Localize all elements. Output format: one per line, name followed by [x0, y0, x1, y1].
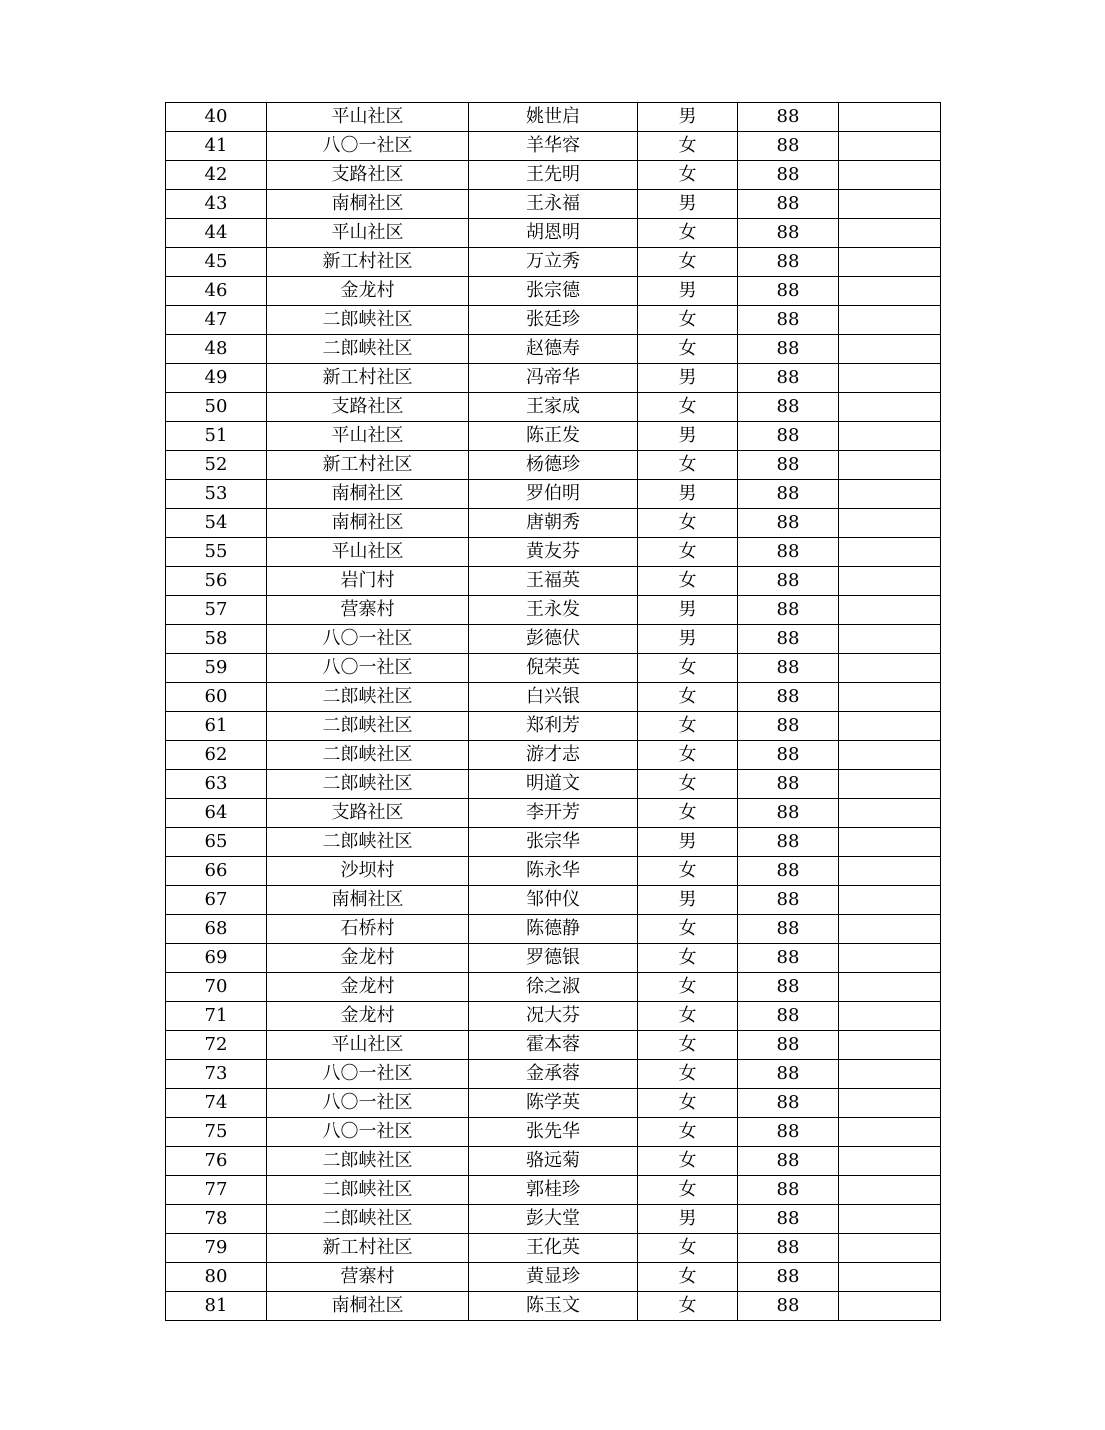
community-cell: 二郎峡社区 — [267, 306, 469, 335]
person-name-cell: 王永发 — [469, 596, 638, 625]
row-number-cell: 54 — [166, 509, 267, 538]
row-number-cell: 44 — [166, 219, 267, 248]
age-cell: 88 — [738, 335, 839, 364]
person-name-cell: 张先华 — [469, 1118, 638, 1147]
age-cell: 88 — [738, 190, 839, 219]
community-cell: 石桥村 — [267, 915, 469, 944]
note-cell — [839, 770, 941, 799]
age-cell: 88 — [738, 1089, 839, 1118]
age-cell: 88 — [738, 886, 839, 915]
note-cell — [839, 422, 941, 451]
person-name-cell: 黄显珍 — [469, 1263, 638, 1292]
table-row — [166, 1263, 941, 1292]
sex-cell: 女 — [638, 1089, 738, 1118]
community-cell: 营寨村 — [267, 1263, 469, 1292]
note-cell — [839, 306, 941, 335]
row-number-cell: 45 — [166, 248, 267, 277]
note-cell — [839, 712, 941, 741]
community-cell: 南桐社区 — [267, 480, 469, 509]
person-name-cell: 唐朝秀 — [469, 509, 638, 538]
row-number-cell: 70 — [166, 973, 267, 1002]
community-cell: 二郎峡社区 — [267, 770, 469, 799]
table-row — [166, 712, 941, 741]
age-cell: 88 — [738, 567, 839, 596]
note-cell — [839, 1292, 941, 1321]
person-name-cell: 徐之淑 — [469, 973, 638, 1002]
community-cell: 二郎峡社区 — [267, 683, 469, 712]
community-cell: 二郎峡社区 — [267, 741, 469, 770]
person-name-cell: 明道文 — [469, 770, 638, 799]
community-cell: 金龙村 — [267, 277, 469, 306]
age-cell: 88 — [738, 306, 839, 335]
table-row — [166, 103, 941, 132]
note-cell — [839, 393, 941, 422]
community-cell: 八〇一社区 — [267, 625, 469, 654]
table-row — [166, 1147, 941, 1176]
age-cell: 88 — [738, 1118, 839, 1147]
row-number-cell: 66 — [166, 857, 267, 886]
sex-cell: 女 — [638, 1060, 738, 1089]
note-cell — [839, 1031, 941, 1060]
sex-cell: 女 — [638, 799, 738, 828]
note-cell — [839, 741, 941, 770]
age-cell: 88 — [738, 1002, 839, 1031]
note-cell — [839, 625, 941, 654]
community-cell: 新工村社区 — [267, 248, 469, 277]
row-number-cell: 74 — [166, 1089, 267, 1118]
row-number-cell: 47 — [166, 306, 267, 335]
age-cell: 88 — [738, 915, 839, 944]
age-cell: 88 — [738, 509, 839, 538]
sex-cell: 女 — [638, 335, 738, 364]
person-name-cell: 陈玉文 — [469, 1292, 638, 1321]
age-cell: 88 — [738, 277, 839, 306]
age-cell: 88 — [738, 538, 839, 567]
note-cell — [839, 451, 941, 480]
person-name-cell: 王化英 — [469, 1234, 638, 1263]
table-row — [166, 1031, 941, 1060]
row-number-cell: 55 — [166, 538, 267, 567]
sex-cell: 男 — [638, 190, 738, 219]
sex-cell: 女 — [638, 654, 738, 683]
person-name-cell: 张宗华 — [469, 828, 638, 857]
note-cell — [839, 596, 941, 625]
sex-cell: 女 — [638, 915, 738, 944]
table-row — [166, 538, 941, 567]
table-row — [166, 596, 941, 625]
community-cell: 营寨村 — [267, 596, 469, 625]
community-cell: 平山社区 — [267, 1031, 469, 1060]
sex-cell: 女 — [638, 161, 738, 190]
table-row — [166, 1205, 941, 1234]
note-cell — [839, 886, 941, 915]
person-name-cell: 陈正发 — [469, 422, 638, 451]
sex-cell: 女 — [638, 1118, 738, 1147]
person-name-cell: 罗德银 — [469, 944, 638, 973]
row-number-cell: 67 — [166, 886, 267, 915]
row-number-cell: 43 — [166, 190, 267, 219]
community-cell: 支路社区 — [267, 393, 469, 422]
person-name-cell: 王家成 — [469, 393, 638, 422]
sex-cell: 女 — [638, 857, 738, 886]
community-cell: 二郎峡社区 — [267, 1147, 469, 1176]
note-cell — [839, 509, 941, 538]
row-number-cell: 49 — [166, 364, 267, 393]
sex-cell: 女 — [638, 741, 738, 770]
table-row — [166, 625, 941, 654]
note-cell — [839, 480, 941, 509]
row-number-cell: 72 — [166, 1031, 267, 1060]
age-cell: 88 — [738, 132, 839, 161]
community-cell: 八〇一社区 — [267, 1118, 469, 1147]
age-cell: 88 — [738, 828, 839, 857]
row-number-cell: 52 — [166, 451, 267, 480]
sex-cell: 男 — [638, 625, 738, 654]
table-row — [166, 886, 941, 915]
community-cell: 二郎峡社区 — [267, 1205, 469, 1234]
note-cell — [839, 799, 941, 828]
table-row — [166, 161, 941, 190]
person-name-cell: 邹仲仪 — [469, 886, 638, 915]
person-name-cell: 王先明 — [469, 161, 638, 190]
community-cell: 平山社区 — [267, 422, 469, 451]
table-body — [166, 103, 941, 1321]
person-name-cell: 郑利芳 — [469, 712, 638, 741]
table-row — [166, 422, 941, 451]
community-cell: 南桐社区 — [267, 886, 469, 915]
row-number-cell: 50 — [166, 393, 267, 422]
sex-cell: 男 — [638, 422, 738, 451]
person-name-cell: 杨德珍 — [469, 451, 638, 480]
age-cell: 88 — [738, 712, 839, 741]
age-cell: 88 — [738, 1031, 839, 1060]
person-name-cell: 陈永华 — [469, 857, 638, 886]
community-cell: 金龙村 — [267, 973, 469, 1002]
note-cell — [839, 161, 941, 190]
age-cell: 88 — [738, 1147, 839, 1176]
table-row — [166, 277, 941, 306]
person-name-cell: 冯帝华 — [469, 364, 638, 393]
row-number-cell: 73 — [166, 1060, 267, 1089]
table-row — [166, 828, 941, 857]
person-name-cell: 骆远菊 — [469, 1147, 638, 1176]
row-number-cell: 62 — [166, 741, 267, 770]
age-cell: 88 — [738, 596, 839, 625]
table-row — [166, 1118, 941, 1147]
age-cell: 88 — [738, 1263, 839, 1292]
row-number-cell: 51 — [166, 422, 267, 451]
table-row — [166, 1234, 941, 1263]
note-cell — [839, 944, 941, 973]
community-cell: 南桐社区 — [267, 509, 469, 538]
person-name-cell: 游才志 — [469, 741, 638, 770]
community-cell: 八〇一社区 — [267, 654, 469, 683]
sex-cell: 女 — [638, 1292, 738, 1321]
age-cell: 88 — [738, 1176, 839, 1205]
community-cell: 岩门村 — [267, 567, 469, 596]
table-row — [166, 770, 941, 799]
row-number-cell: 40 — [166, 103, 267, 132]
person-name-cell: 罗伯明 — [469, 480, 638, 509]
table-row — [166, 1176, 941, 1205]
sex-cell: 男 — [638, 828, 738, 857]
community-cell: 八〇一社区 — [267, 1089, 469, 1118]
person-name-cell: 金承蓉 — [469, 1060, 638, 1089]
sex-cell: 男 — [638, 103, 738, 132]
sex-cell: 女 — [638, 944, 738, 973]
table-row — [166, 219, 941, 248]
person-name-cell: 陈德静 — [469, 915, 638, 944]
row-number-cell: 63 — [166, 770, 267, 799]
note-cell — [839, 857, 941, 886]
age-cell: 88 — [738, 480, 839, 509]
person-name-cell: 彭大堂 — [469, 1205, 638, 1234]
row-number-cell: 58 — [166, 625, 267, 654]
community-cell: 八〇一社区 — [267, 1060, 469, 1089]
sex-cell: 女 — [638, 393, 738, 422]
table-row — [166, 1292, 941, 1321]
age-cell: 88 — [738, 1292, 839, 1321]
person-name-cell: 倪荣英 — [469, 654, 638, 683]
sex-cell: 女 — [638, 1176, 738, 1205]
row-number-cell: 41 — [166, 132, 267, 161]
community-cell: 南桐社区 — [267, 1292, 469, 1321]
person-name-cell: 王永福 — [469, 190, 638, 219]
note-cell — [839, 277, 941, 306]
row-number-cell: 61 — [166, 712, 267, 741]
age-cell: 88 — [738, 1234, 839, 1263]
sex-cell: 女 — [638, 1031, 738, 1060]
note-cell — [839, 364, 941, 393]
note-cell — [839, 1002, 941, 1031]
age-cell: 88 — [738, 857, 839, 886]
person-name-cell: 霍本蓉 — [469, 1031, 638, 1060]
sex-cell: 女 — [638, 451, 738, 480]
sex-cell: 男 — [638, 364, 738, 393]
community-cell: 新工村社区 — [267, 1234, 469, 1263]
age-cell: 88 — [738, 683, 839, 712]
age-cell: 88 — [738, 1205, 839, 1234]
person-name-cell: 赵德寿 — [469, 335, 638, 364]
table-row — [166, 132, 941, 161]
table-row — [166, 190, 941, 219]
community-cell: 平山社区 — [267, 538, 469, 567]
person-name-cell: 况大芬 — [469, 1002, 638, 1031]
table-row — [166, 393, 941, 422]
note-cell — [839, 828, 941, 857]
age-cell: 88 — [738, 1060, 839, 1089]
row-number-cell: 48 — [166, 335, 267, 364]
table-row — [166, 915, 941, 944]
table-row — [166, 364, 941, 393]
community-cell: 金龙村 — [267, 1002, 469, 1031]
note-cell — [839, 1147, 941, 1176]
age-cell: 88 — [738, 799, 839, 828]
elderly-roster-table — [165, 102, 941, 1321]
age-cell: 88 — [738, 625, 839, 654]
row-number-cell: 64 — [166, 799, 267, 828]
row-number-cell: 42 — [166, 161, 267, 190]
age-cell: 88 — [738, 944, 839, 973]
community-cell: 支路社区 — [267, 161, 469, 190]
community-cell: 二郎峡社区 — [267, 335, 469, 364]
table-row — [166, 509, 941, 538]
table-row — [166, 683, 941, 712]
table-row — [166, 857, 941, 886]
sex-cell: 男 — [638, 596, 738, 625]
age-cell: 88 — [738, 973, 839, 1002]
table-row — [166, 1060, 941, 1089]
table-row — [166, 973, 941, 1002]
sex-cell: 女 — [638, 770, 738, 799]
note-cell — [839, 1118, 941, 1147]
community-cell: 新工村社区 — [267, 451, 469, 480]
person-name-cell: 白兴银 — [469, 683, 638, 712]
note-cell — [839, 973, 941, 1002]
person-name-cell: 郭桂珍 — [469, 1176, 638, 1205]
age-cell: 88 — [738, 248, 839, 277]
person-name-cell: 万立秀 — [469, 248, 638, 277]
community-cell: 二郎峡社区 — [267, 1176, 469, 1205]
note-cell — [839, 103, 941, 132]
person-name-cell: 张宗德 — [469, 277, 638, 306]
person-name-cell: 陈学英 — [469, 1089, 638, 1118]
sex-cell: 女 — [638, 1263, 738, 1292]
community-cell: 金龙村 — [267, 944, 469, 973]
row-number-cell: 79 — [166, 1234, 267, 1263]
age-cell: 88 — [738, 770, 839, 799]
table-row — [166, 567, 941, 596]
sex-cell: 男 — [638, 1205, 738, 1234]
table-row — [166, 654, 941, 683]
sex-cell: 女 — [638, 683, 738, 712]
sex-cell: 男 — [638, 277, 738, 306]
table-row — [166, 306, 941, 335]
note-cell — [839, 654, 941, 683]
note-cell — [839, 1060, 941, 1089]
row-number-cell: 76 — [166, 1147, 267, 1176]
note-cell — [839, 538, 941, 567]
row-number-cell: 71 — [166, 1002, 267, 1031]
age-cell: 88 — [738, 161, 839, 190]
person-name-cell: 羊华容 — [469, 132, 638, 161]
age-cell: 88 — [738, 741, 839, 770]
row-number-cell: 57 — [166, 596, 267, 625]
age-cell: 88 — [738, 654, 839, 683]
table-row — [166, 248, 941, 277]
sex-cell: 女 — [638, 509, 738, 538]
community-cell: 支路社区 — [267, 799, 469, 828]
sex-cell: 女 — [638, 567, 738, 596]
note-cell — [839, 1089, 941, 1118]
sex-cell: 女 — [638, 712, 738, 741]
person-name-cell: 张廷珍 — [469, 306, 638, 335]
community-cell: 南桐社区 — [267, 190, 469, 219]
age-cell: 88 — [738, 219, 839, 248]
sex-cell: 女 — [638, 248, 738, 277]
community-cell: 八〇一社区 — [267, 132, 469, 161]
table-row — [166, 944, 941, 973]
community-cell: 平山社区 — [267, 219, 469, 248]
note-cell — [839, 219, 941, 248]
age-cell: 88 — [738, 422, 839, 451]
note-cell — [839, 248, 941, 277]
note-cell — [839, 1176, 941, 1205]
note-cell — [839, 335, 941, 364]
sex-cell: 女 — [638, 219, 738, 248]
table-row — [166, 1002, 941, 1031]
community-cell: 沙坝村 — [267, 857, 469, 886]
row-number-cell: 81 — [166, 1292, 267, 1321]
person-name-cell: 胡恩明 — [469, 219, 638, 248]
person-name-cell: 李开芳 — [469, 799, 638, 828]
age-cell: 88 — [738, 364, 839, 393]
note-cell — [839, 1205, 941, 1234]
community-cell: 平山社区 — [267, 103, 469, 132]
sex-cell: 女 — [638, 973, 738, 1002]
sex-cell: 男 — [638, 480, 738, 509]
community-cell: 新工村社区 — [267, 364, 469, 393]
sex-cell: 女 — [638, 132, 738, 161]
sex-cell: 女 — [638, 538, 738, 567]
row-number-cell: 65 — [166, 828, 267, 857]
note-cell — [839, 915, 941, 944]
community-cell: 二郎峡社区 — [267, 828, 469, 857]
person-name-cell: 彭德伏 — [469, 625, 638, 654]
row-number-cell: 59 — [166, 654, 267, 683]
row-number-cell: 78 — [166, 1205, 267, 1234]
table-row — [166, 480, 941, 509]
row-number-cell: 60 — [166, 683, 267, 712]
note-cell — [839, 190, 941, 219]
age-cell: 88 — [738, 451, 839, 480]
table-row — [166, 799, 941, 828]
person-name-cell: 姚世启 — [469, 103, 638, 132]
sex-cell: 女 — [638, 1234, 738, 1263]
row-number-cell: 69 — [166, 944, 267, 973]
age-cell: 88 — [738, 103, 839, 132]
row-number-cell: 53 — [166, 480, 267, 509]
age-cell: 88 — [738, 393, 839, 422]
row-number-cell: 75 — [166, 1118, 267, 1147]
table-row — [166, 451, 941, 480]
note-cell — [839, 567, 941, 596]
table-row — [166, 1089, 941, 1118]
community-cell: 二郎峡社区 — [267, 712, 469, 741]
row-number-cell: 68 — [166, 915, 267, 944]
note-cell — [839, 1234, 941, 1263]
person-name-cell: 王福英 — [469, 567, 638, 596]
sex-cell: 女 — [638, 1002, 738, 1031]
person-name-cell: 黄友芬 — [469, 538, 638, 567]
note-cell — [839, 683, 941, 712]
sex-cell: 女 — [638, 306, 738, 335]
sex-cell: 男 — [638, 886, 738, 915]
note-cell — [839, 132, 941, 161]
table-row — [166, 741, 941, 770]
table-row — [166, 335, 941, 364]
row-number-cell: 77 — [166, 1176, 267, 1205]
row-number-cell: 80 — [166, 1263, 267, 1292]
row-number-cell: 56 — [166, 567, 267, 596]
row-number-cell: 46 — [166, 277, 267, 306]
note-cell — [839, 1263, 941, 1292]
sex-cell: 女 — [638, 1147, 738, 1176]
